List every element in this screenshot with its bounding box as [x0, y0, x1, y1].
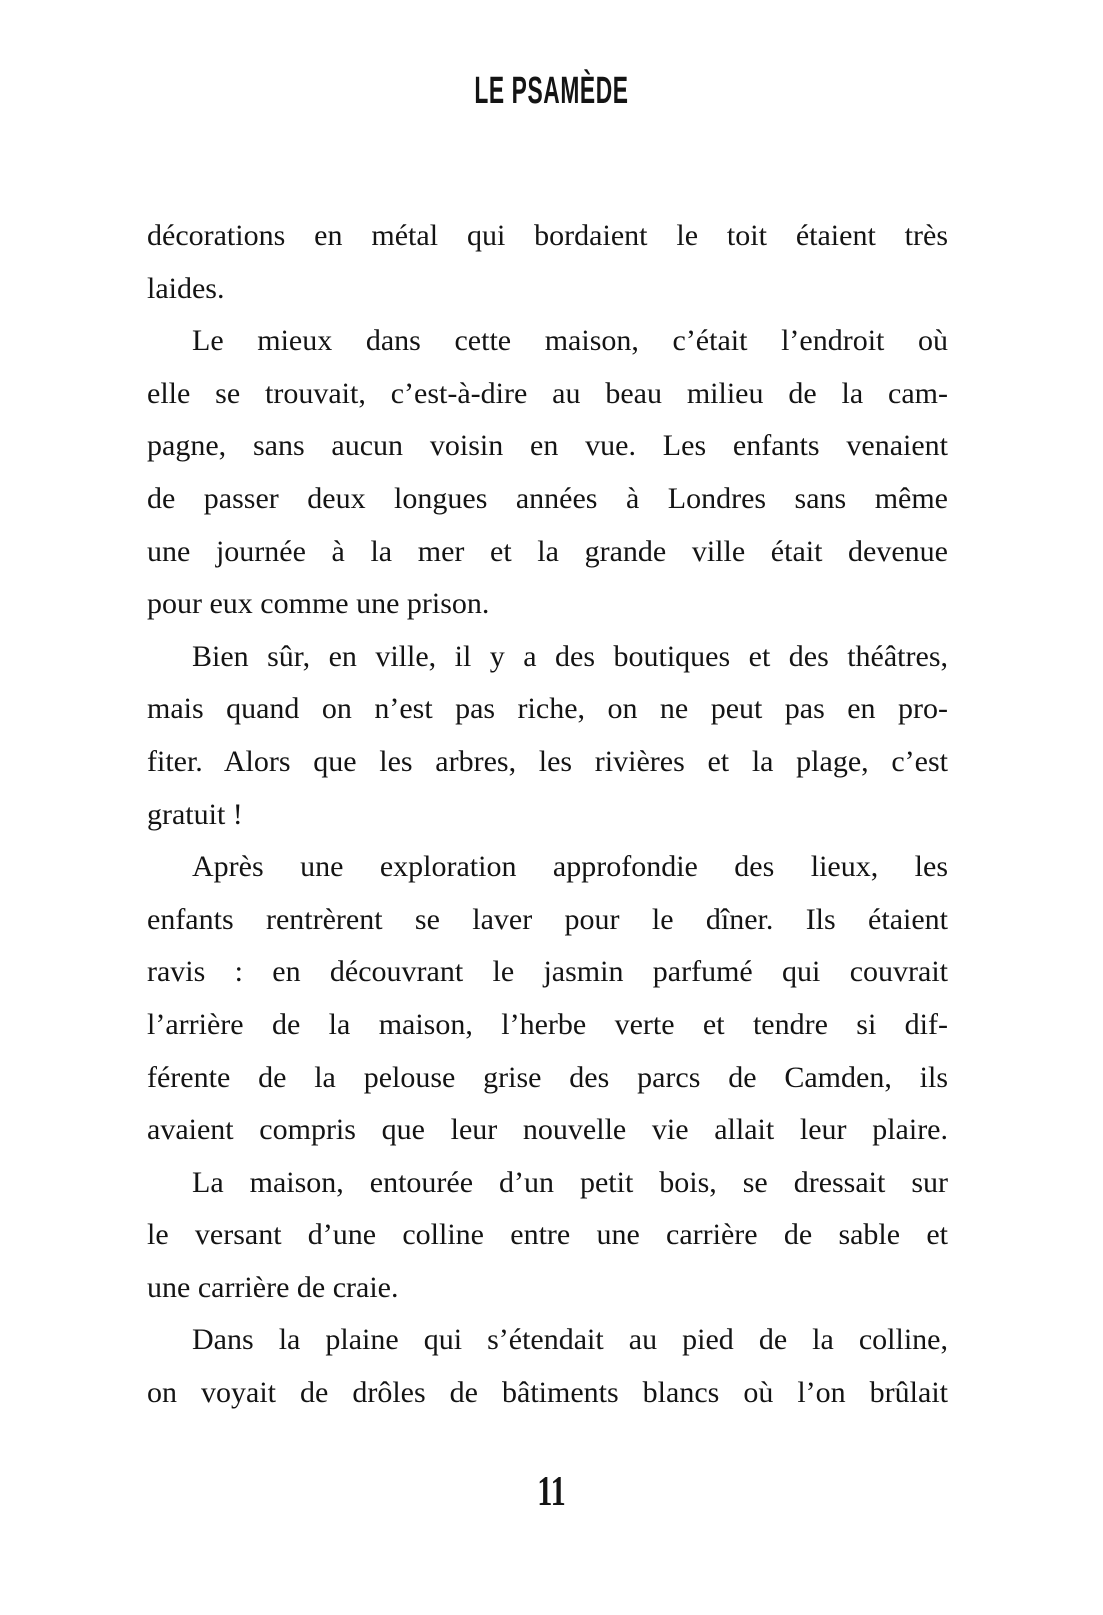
paragraph: [147, 841, 948, 1157]
text-line: une journée à la mer et la grande ville était devenue: [147, 534, 948, 568]
text-line: mais quand on n’est pas riche, on ne peut pas en pro-: [147, 692, 948, 726]
paragraph: [147, 631, 948, 841]
paragraph: [147, 1314, 948, 1419]
text-line: gratuit !: [147, 797, 243, 831]
text-line: elle se trouvait, c’est-à-dire au beau milieu de la cam-: [147, 376, 948, 410]
text-line: Dans la plaine qui s’étendait au pied de la colline,: [192, 1323, 948, 1357]
text-line: avaient compris que leur nouvelle vie allait leur plaire.: [147, 1113, 948, 1147]
paragraph: [147, 210, 948, 315]
page-number: 11: [537, 1469, 566, 1515]
text-line: Le mieux dans cette maison, c’était l’endroit où: [192, 324, 948, 358]
text-line: pour eux comme une prison.: [147, 587, 490, 621]
running-header: LE PSAMÈDE: [474, 70, 629, 112]
text-line: décorations en métal qui bordaient le toit étaient très: [147, 219, 948, 252]
paragraph: [147, 1157, 948, 1315]
text-line: fiter. Alors que les arbres, les rivières et la plage, c’est: [147, 744, 948, 778]
text-line: ravis : en découvrant le jasmin parfumé qui couvrait: [147, 955, 948, 989]
text-line: La maison, entourée d’un petit bois, se dressait sur: [192, 1165, 948, 1199]
text-line: férente de la pelouse grise des parcs de Camden, ils: [147, 1060, 948, 1094]
text-line: laides.: [147, 271, 225, 305]
text-line: pagne, sans aucun voisin en vue. Les enfants venaient: [147, 429, 948, 463]
text-line: le versant d’une colline entre une carrière de sable et: [147, 1218, 948, 1252]
text-line: Après une exploration approfondie des lieux, les: [192, 850, 948, 884]
body-text: [147, 210, 948, 1420]
text-line: l’arrière de la maison, l’herbe verte et tendre si dif-: [147, 1007, 948, 1041]
paragraph: [147, 315, 948, 631]
text-line: de passer deux longues années à Londres sans même: [147, 481, 948, 515]
text-line: Bien sûr, en ville, il y a des boutiques et des théâtres,: [192, 639, 948, 673]
text-line: une carrière de craie.: [147, 1270, 399, 1304]
text-line: enfants rentrèrent se laver pour le dîner. Ils étaient: [147, 902, 948, 936]
text-line: on voyait de drôles de bâtiments blancs où l’on brûlait: [147, 1376, 948, 1410]
